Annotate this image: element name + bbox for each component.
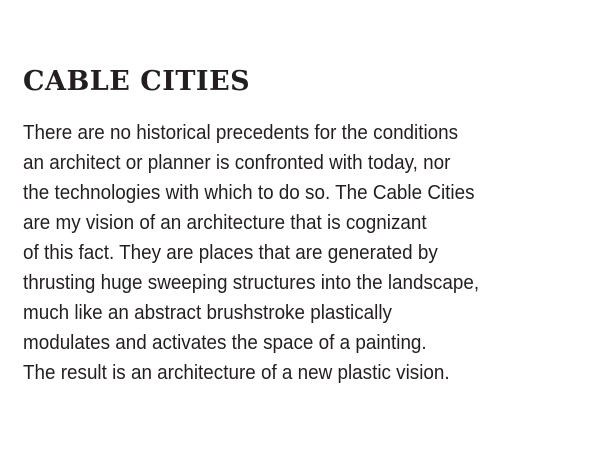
- page-title: CABLE CITIES: [23, 66, 251, 97]
- paragraph-line: are my vision of an architecture that is cognizant: [23, 211, 427, 234]
- paragraph-line: much like an abstract brushstroke plastically: [23, 301, 392, 324]
- paragraph-line: the technologies with which to do so. The Cable Cities: [23, 181, 475, 204]
- paragraph-line: There are no historical precedents for the conditions: [23, 121, 459, 144]
- paragraph-line: of this fact. They are places that are generated by: [23, 241, 438, 264]
- body-paragraph: [23, 118, 547, 388]
- paragraph-line: modulates and activates the space of a painting.: [23, 331, 427, 354]
- paragraph-line: The result is an architecture of a new plastic vision.: [23, 361, 450, 384]
- paragraph-line: thrusting huge sweeping structures into the landscape,: [23, 271, 480, 294]
- paragraph-line: an architect or planner is confronted with today, nor: [23, 151, 451, 174]
